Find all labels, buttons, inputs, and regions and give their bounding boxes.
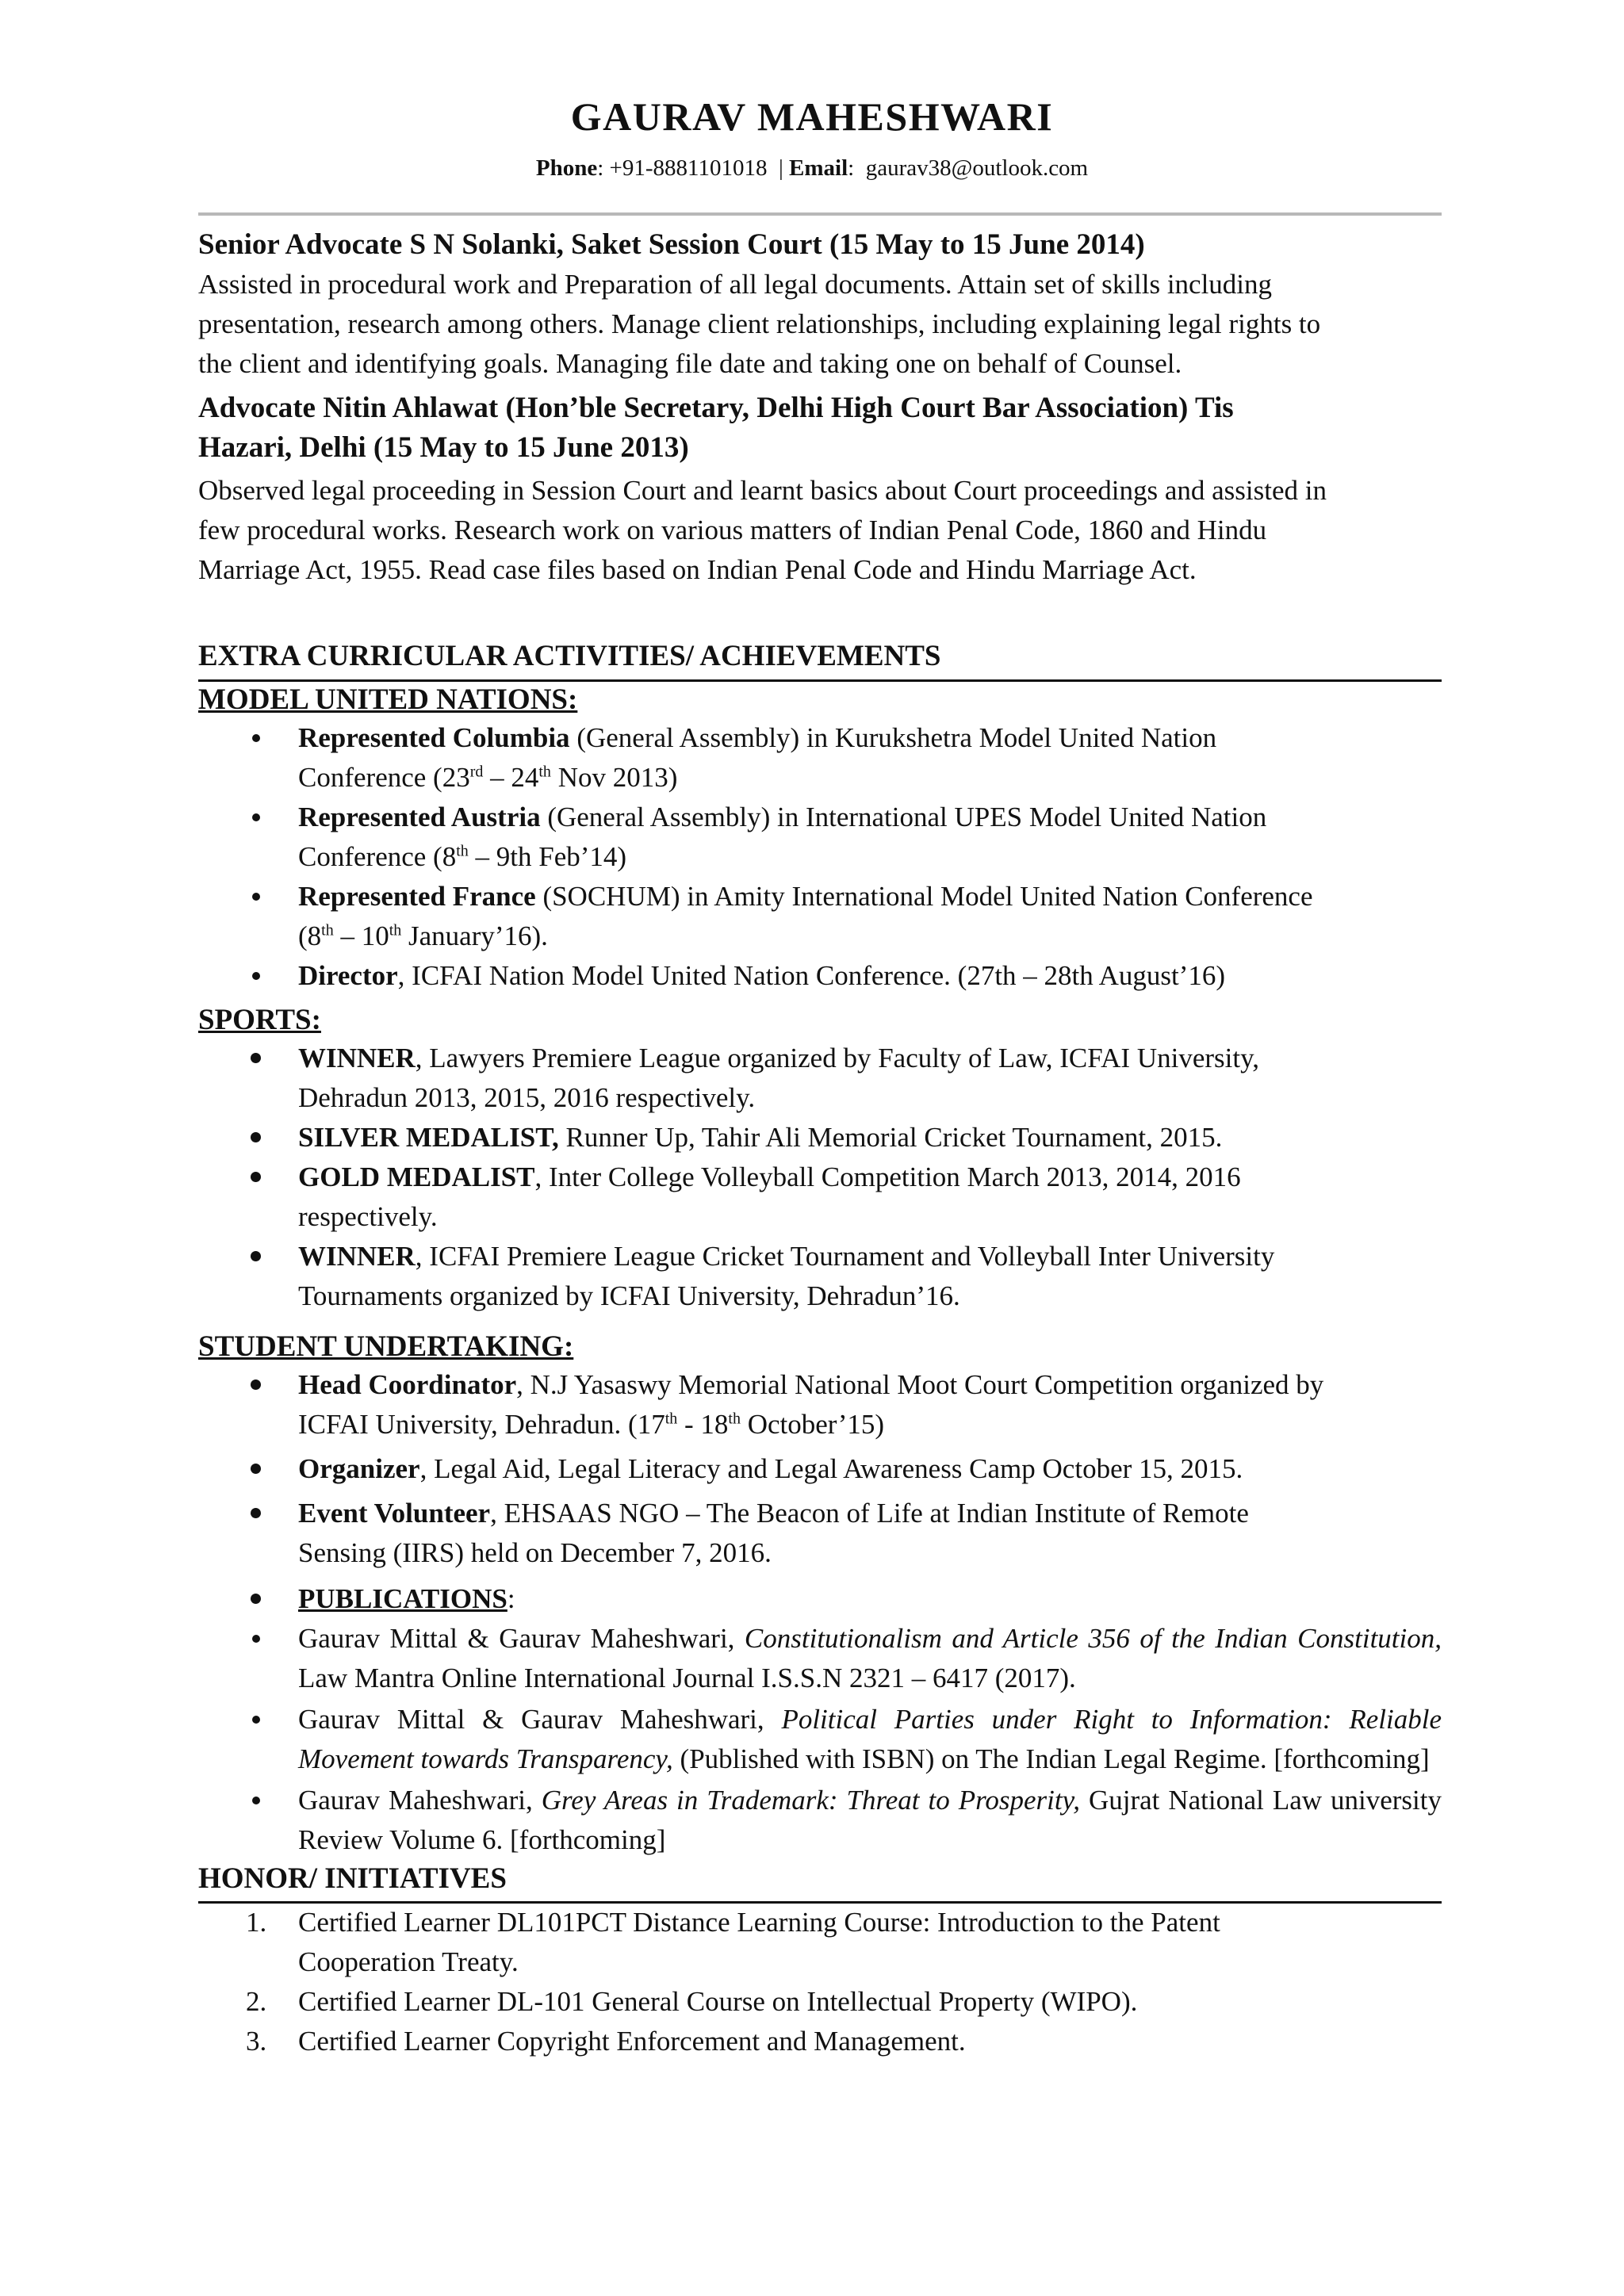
list-item: 1. Certified Learner DL101PCT Distance Learning Course: Introduction to the Patent Cooperation Treaty.: [246, 1907, 1220, 1977]
experience-line: Assisted in procedural work and Preparation of all legal documents. Attain set of skills including: [198, 269, 1273, 300]
phone-number: +91-8881101018: [609, 155, 768, 181]
bullet-icon: [252, 972, 260, 980]
honor-list: [198, 1903, 1442, 2061]
list-item: GOLD MEDALIST, Inter College Volleyball Competition March 2013, 2014, 2016 respectively.: [198, 1158, 1442, 1237]
section-extra-curricular: [198, 637, 1442, 676]
bullet-icon: [251, 1053, 261, 1063]
section-honor: [198, 1859, 1442, 1899]
bullet-icon: [252, 734, 260, 742]
sports-list: [198, 1039, 1442, 1316]
bullet-icon: [251, 1508, 261, 1518]
list-item: Head Coordinator, N.J Yasaswy Memorial National Moot Court Competition organized by ICFAI University, Dehradun. (17th - 18th October’15): [198, 1365, 1442, 1445]
section-title: EXTRA CURRICULAR ACTIVITIES/ ACHIEVEMENTS: [198, 640, 941, 672]
bullet-icon: [251, 1132, 261, 1142]
experience-title: Hazari, Delhi (15 May to 15 June 2013): [198, 431, 689, 464]
subsection-title: SPORTS:: [198, 1004, 321, 1036]
mun-list: [198, 718, 1442, 996]
bullet-icon: [251, 1594, 261, 1604]
phone-label: Phone: [535, 155, 598, 181]
bullet-icon: [252, 1716, 260, 1724]
list-item: Director, ICFAI Nation Model United Nation Conference. (27th – 28th August’16): [198, 956, 1442, 996]
bullet-icon: [252, 1635, 260, 1643]
list-item: Represented France (SOCHUM) in Amity International Model United Nation Conference (8th – 10th January’16).: [198, 877, 1442, 956]
email-address: gaurav38@outlook.com: [865, 155, 1089, 181]
bullet-icon: [252, 1797, 260, 1804]
list-item: WINNER, ICFAI Premiere League Cricket Tournament and Volleyball Inter University Tournaments organized by ICFAI University, Dehradun’16.: [198, 1237, 1442, 1316]
list-item: 3. Certified Learner Copyright Enforcement and Management.: [246, 2026, 966, 2057]
subsection-title: STUDENT UNDERTAKING:: [198, 1330, 574, 1363]
experience-title: Advocate Nitin Ahlawat (Hon’ble Secretary, Delhi High Court Bar Association) Tis: [198, 392, 1234, 424]
publication-item: Gaurav Mittal & Gaurav Maheshwari, Constitutionalism and Article 356 of the Indian Constitution, Law Mantra Online International Journal I.S.S.N 2321 – 6417 (2017).: [198, 1619, 1442, 1698]
experience-line: presentation, research among others. Manage client relationships, including explaining legal rights to: [198, 308, 1321, 339]
bullet-icon: [251, 1464, 261, 1474]
email-label: Email: [789, 155, 848, 181]
list-item: SILVER MEDALIST, Runner Up, Tahir Ali Memorial Cricket Tournament, 2015.: [198, 1118, 1442, 1158]
publication-item: Gaurav Mittal & Gaurav Maheshwari, Political Parties under Right to Information: Reliable Movement towards Transparency, (Published with ISBN) on The Indian Legal Regime. [forthcoming]: [198, 1700, 1442, 1779]
publications-title: PUBLICATIONS: [298, 1583, 508, 1614]
contact-line: Phone: +91-8881101018 | Email: gaurav38@outlook.com: [535, 155, 1089, 181]
publications-list: [198, 1619, 1442, 1860]
list-item: Organizer, Legal Aid, Legal Literacy and Legal Awareness Camp October 15, 2015.: [198, 1449, 1442, 1489]
list-item: Event Volunteer, EHSAAS NGO – The Beacon of Life at Indian Institute of Remote Sensing (IIRS) held on December 7, 2016.: [198, 1494, 1442, 1573]
list-item: PUBLICATIONS:: [198, 1579, 1442, 1619]
honor-section: [198, 1903, 1442, 2061]
experience-title: Senior Advocate S N Solanki, Saket Session Court (15 May to 15 June 2014): [198, 228, 1145, 261]
header-divider: [198, 212, 1442, 216]
section-title: HONOR/ INITIATIVES: [198, 1862, 507, 1895]
sports-section: [198, 1002, 1442, 1316]
list-item: WINNER, Lawyers Premiere League organized by Faculty of Law, ICFAI University, Dehradun 2013, 2015, 2016 respectively.: [198, 1039, 1442, 1118]
student-undertaking-list: [198, 1365, 1442, 1619]
list-item: Represented Columbia (General Assembly) in Kurukshetra Model United Nation Conference (23rd – 24th Nov 2013): [198, 718, 1442, 798]
bullet-icon: [251, 1251, 261, 1261]
candidate-name: GAURAV MAHESHWARI: [570, 94, 1054, 139]
bullet-icon: [251, 1380, 261, 1390]
mun-section: [198, 682, 1442, 996]
list-item: Represented Austria (General Assembly) in International UPES Model United Nation Conference (8th – 9th Feb’14): [198, 798, 1442, 877]
bullet-icon: [252, 893, 260, 901]
experience-line: Observed legal proceeding in Session Court and learnt basics about Court proceedings and assisted in: [198, 475, 1327, 506]
experience-line: Marriage Act, 1955. Read case files based on Indian Penal Code and Hindu Marriage Act.: [198, 554, 1197, 585]
publication-item: Gaurav Maheshwari, Grey Areas in Trademark: Threat to Prosperity, Gujrat National Law university Review Volume 6. [forthcoming]: [198, 1781, 1442, 1860]
bullet-icon: [251, 1172, 261, 1182]
experience-item-2: [198, 388, 1442, 590]
student-undertaking-section: [198, 1329, 1442, 1862]
bullet-icon: [252, 813, 260, 821]
list-item: 2. Certified Learner DL-101 General Course on Intellectual Property (WIPO).: [246, 1986, 1138, 2017]
experience-line: few procedural works. Research work on various matters of Indian Penal Code, 1860 and Hindu: [198, 515, 1267, 545]
subsection-title: MODEL UNITED NATIONS:: [198, 683, 578, 716]
experience-item-1: [198, 225, 1442, 384]
experience-line: the client and identifying goals. Managing file date and taking one on behalf of Counsel.: [198, 348, 1182, 379]
